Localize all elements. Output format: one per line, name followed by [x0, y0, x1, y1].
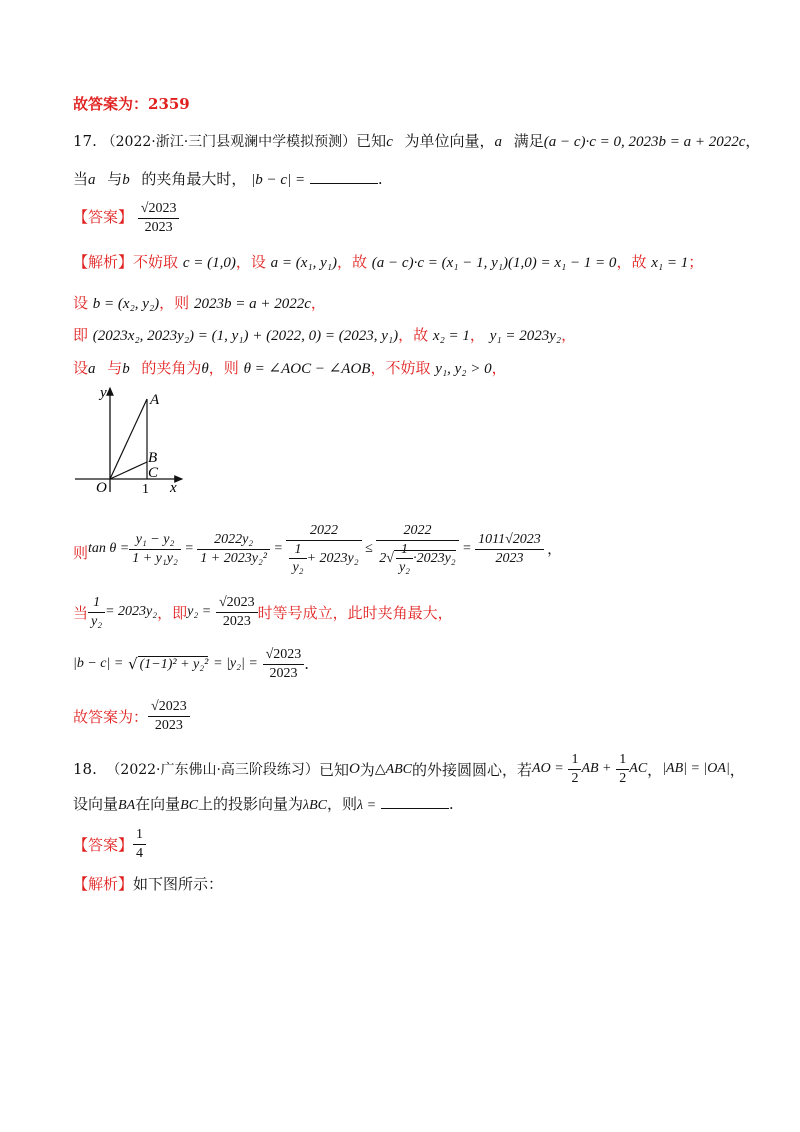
denominator: y₂ [292, 560, 304, 575]
text: ， [469, 326, 485, 344]
numerator: 1 [616, 751, 629, 770]
q17-final-answer [73, 698, 190, 734]
q17-text: 的夹角最大时， [141, 170, 247, 188]
denominator: 2023 [144, 219, 173, 235]
fraction [286, 522, 361, 577]
text: ，即 [157, 603, 188, 622]
text: ，故 [337, 253, 368, 271]
denominator: 2 [571, 770, 579, 786]
text: 即 [73, 326, 89, 344]
text: ，设 [235, 253, 266, 271]
fraction [148, 698, 190, 734]
text: ，故 [398, 326, 429, 344]
denominator: 2023 [154, 717, 183, 733]
math: tan θ = [88, 541, 130, 557]
denominator: y₂ [91, 613, 103, 629]
point-c-label: C [148, 465, 159, 481]
answer-blank [310, 182, 378, 184]
q17-tan-line [73, 520, 89, 562]
vec-c: c⃗ [386, 134, 405, 150]
denominator: 2023 [269, 665, 298, 681]
q17-text: ， [745, 132, 761, 150]
q17-modulus-line: |b − c| = √ (1−1)² + y₂² = |y₂| = $\frac{√2023}{2023}$ . [73, 647, 310, 681]
numerator: 1011√2023 [475, 531, 544, 550]
numerator: 2022y₂ [197, 531, 270, 550]
math: 2023b = a + 2022c [193, 296, 311, 312]
q17-analysis-line2 [73, 292, 326, 313]
q18-source: （2022·广东佛山·高三阶段练习） [106, 762, 319, 778]
fraction [289, 541, 306, 577]
point-a-label: A [150, 392, 160, 408]
math: |AB| = |OA| [662, 761, 730, 776]
math: BA [118, 798, 136, 813]
fraction [88, 594, 105, 630]
q17-stem-line1 [73, 130, 760, 151]
math: △ABC [374, 761, 413, 777]
fraction [197, 531, 270, 567]
text: ， [491, 359, 507, 377]
origin-label: O [96, 480, 107, 496]
math: (a − c)·c = (x₁ − 1, y₁)(1,0) = x₁ − 1 = 0 [371, 255, 617, 271]
text: 设 [73, 294, 89, 312]
math: = 2023y₂ [105, 604, 158, 619]
math: BC [180, 798, 199, 813]
math: b = (x₂, y₂) [92, 296, 160, 312]
vec-b: b⃗ [122, 172, 142, 188]
math: x₂ = 1 [432, 328, 470, 344]
numerator: √2023 [216, 594, 258, 613]
numerator: 1 [88, 594, 105, 613]
numerator: 1 [133, 826, 146, 845]
tan-expression: tan θ = $\frac{\text{y₁ − y₂}}{\text{1 + y₁y₂}}$ = $\frac{\text{2022y₂}}{\text{1 + 2023y₂²}}$ = 2022 $\frac{1}{\text{y₂}}$ + 2023y₂ ≤ 2022 2√ $\frac{1}{\text{y₂}}$ ·2023y₂ = $\frac{1011√2023}{2023}$ ， [88, 523, 562, 575]
numerator: √2023 [263, 646, 305, 665]
q17-stem-line2: 当a⃗与b⃗的夹角最大时， |b − c| = . [73, 170, 383, 188]
fraction [216, 594, 258, 630]
q17-condition: (a − c)·c = 0, 2023b = a + 2022c [543, 134, 746, 150]
math: θ = ∠AOC − ∠AOB [243, 361, 371, 377]
text: 在向量 [135, 795, 181, 813]
text: 则 [73, 544, 89, 562]
fraction [475, 531, 544, 567]
math: AO = [532, 761, 564, 776]
math: a = (x₁, y₁) [270, 255, 337, 271]
text: 不妨取 [133, 253, 179, 271]
fraction [129, 531, 181, 567]
math: (1−1)² + y₂² [139, 656, 209, 672]
text: 设 [73, 359, 89, 377]
q18-stem-line1 [73, 751, 745, 787]
q17-text: 与 [107, 170, 123, 188]
denominator: 4 [136, 845, 144, 861]
previous-answer: 故答案为：2359 [73, 95, 190, 113]
math: (2023x₂, 2023y₂) = (1, y₁) + (2022, 0) = (2023, y₁) [92, 328, 399, 344]
vec-a: a⃗ [494, 134, 514, 150]
text: ； [688, 253, 704, 271]
numerator: y₁ − y₂ [129, 531, 181, 550]
text: . [304, 655, 310, 673]
numerator: √2023 [148, 698, 190, 717]
text: 故答案为： [73, 707, 149, 726]
text: 的夹角为 [141, 359, 202, 377]
q17-number: 17. [73, 132, 97, 150]
math: = |y₂| = [213, 656, 258, 671]
x-label: x [170, 480, 177, 496]
vec-a: a⃗ [88, 361, 108, 377]
math: y₁, y₂ > 0 [435, 361, 492, 377]
math: 2 [379, 550, 387, 566]
q17-text: 当 [73, 170, 89, 188]
text: ， [647, 760, 663, 779]
fraction [568, 751, 581, 787]
math: y₂ = [187, 604, 212, 619]
answer-label: 【答案】 [73, 208, 134, 226]
text: 为 [359, 760, 375, 779]
math: AB + [581, 761, 612, 776]
fraction [616, 751, 629, 787]
text: 当 [73, 603, 89, 622]
q18-stem-line2 [73, 793, 454, 814]
vec-a: a⃗ [88, 172, 108, 188]
numerator: √2023 [138, 200, 180, 219]
q17-expression: |b − c| = [251, 172, 306, 188]
vector-figure [70, 380, 200, 500]
text: 的外接圆圆心，若 [412, 760, 533, 779]
text: 与 [107, 359, 123, 377]
math: + 2023y₂ [306, 550, 359, 566]
q17-source: （2022·浙江·三门县观澜中学模拟预测） [101, 134, 357, 150]
tick-1-label: 1 [142, 482, 149, 497]
denominator: 1 + y₁y₂ [132, 550, 178, 566]
q17-analysis-line4 [73, 357, 507, 378]
denominator: 2023 [495, 550, 524, 566]
text: 如下图所示： [133, 875, 224, 893]
analysis-label: 【解析】 [73, 253, 134, 271]
text: ，则 [159, 294, 190, 312]
q17-analysis-line3 [73, 324, 576, 345]
math: λBC [303, 798, 327, 813]
q18-number: 18. [73, 760, 97, 778]
math: |b − c| = [73, 656, 124, 671]
answer-label: 【答案】 [73, 835, 134, 854]
text: 上的投影向量为 [198, 795, 304, 813]
q17-analysis-line1 [73, 251, 703, 272]
math: ·2023y₂ [413, 550, 456, 566]
fraction: $\frac{1}{\text{y₂}}$ [396, 541, 413, 577]
fraction [263, 646, 305, 682]
numerator: 1 [568, 751, 581, 770]
answer-fraction [138, 200, 180, 236]
numerator: 2022 [376, 522, 458, 541]
q17-answer [73, 200, 179, 236]
segment-ob [110, 462, 147, 479]
math: y₁ = 2023y₂ [489, 328, 562, 344]
math: AC [629, 761, 648, 776]
q18-analysis [73, 873, 223, 894]
segment-oa [110, 399, 147, 479]
numerator: 1 [289, 541, 306, 560]
fraction [133, 826, 146, 862]
text: ，不妨取 [370, 359, 431, 377]
q17-equality-line [73, 594, 453, 630]
text: ，则 [327, 795, 358, 813]
math: θ [201, 361, 209, 377]
math: x₁ = 1 [651, 255, 689, 271]
text: 时等号成立，此时夹角最大， [257, 603, 453, 622]
q18-answer [73, 826, 146, 862]
denominator: 2023 [222, 613, 251, 629]
text: ， [310, 294, 326, 312]
text: ，故 [616, 253, 647, 271]
fraction: 2022 2√ $\frac{1}{\text{y₂}}$ ·2023y₂ [376, 522, 458, 577]
vec-b: b⃗ [122, 361, 142, 377]
analysis-label: 【解析】 [73, 875, 134, 893]
text: . [448, 795, 454, 813]
denominator: 2 [619, 770, 627, 786]
text: ， [561, 326, 577, 344]
q17-text: 已知 [356, 132, 387, 150]
math: c = (1,0) [182, 255, 236, 271]
numerator: 2022 [286, 522, 361, 541]
point-b-label: B [148, 450, 158, 466]
math: O [348, 760, 360, 777]
q17-text: 为单位向量， [404, 132, 495, 150]
text: ， [729, 760, 745, 779]
text: 已知 [318, 760, 349, 779]
y-label: y [100, 385, 107, 401]
denominator: 1 + 2023y₂² [200, 550, 268, 566]
answer-blank [381, 807, 449, 809]
math: λ = [357, 798, 377, 813]
denominator: y₂ [398, 560, 411, 575]
text: 设向量 [73, 795, 119, 813]
q17-text: 满足 [513, 132, 544, 150]
text: ，则 [208, 359, 239, 377]
